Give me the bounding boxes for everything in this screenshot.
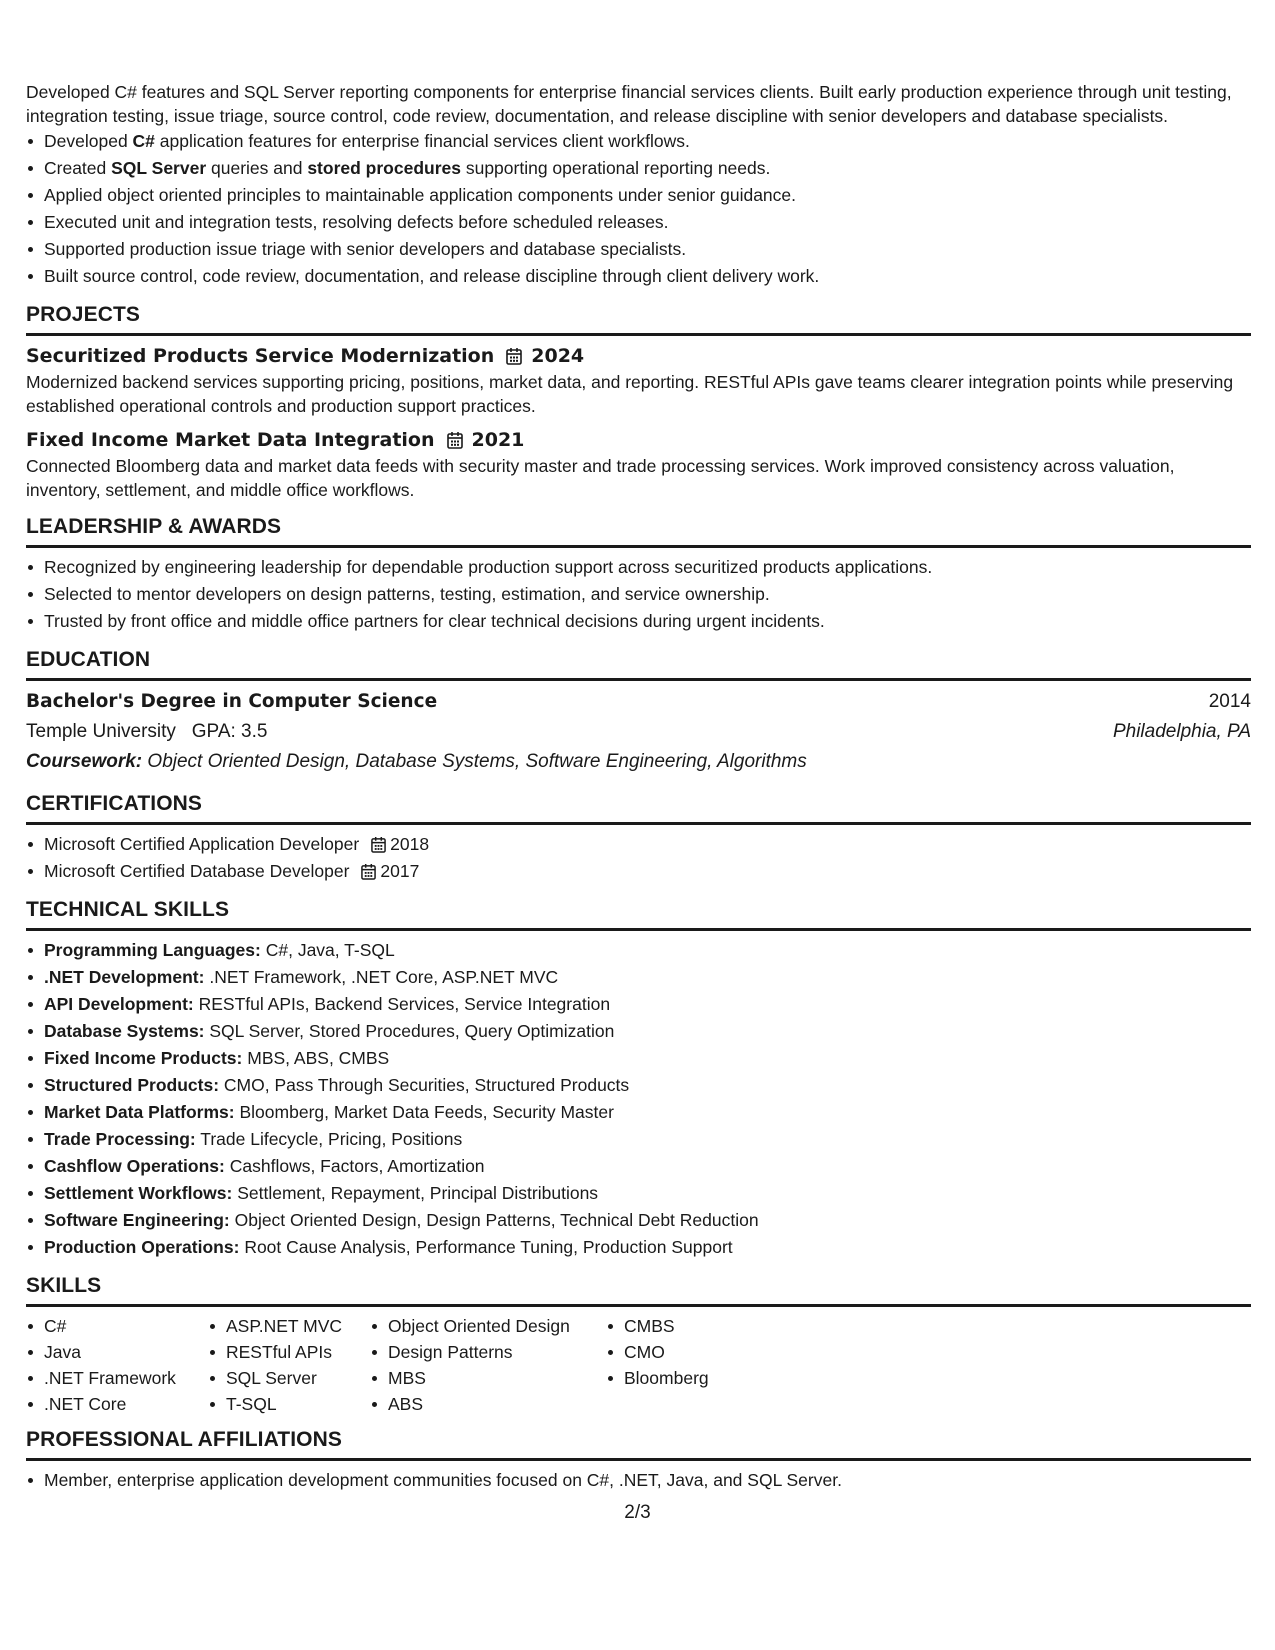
experience-bullet: Applied object oriented principles to maintainable application components under senior guidance. bbox=[26, 182, 1251, 209]
skill-item: Bloomberg bbox=[606, 1365, 766, 1391]
project-name: Securitized Products Service Modernization bbox=[26, 345, 495, 367]
skill-category: Database Systems: SQL Server, Stored Procedures, Query Optimization bbox=[26, 1018, 1251, 1045]
skill-category: Fixed Income Products: MBS, ABS, CMBS bbox=[26, 1045, 1251, 1072]
experience-bullet: Executed unit and integration tests, resolving defects before scheduled releases. bbox=[26, 209, 1251, 236]
skill-item: .NET Framework bbox=[26, 1365, 208, 1391]
skills-column bbox=[26, 1313, 208, 1417]
coursework bbox=[26, 747, 1251, 777]
affiliations-section bbox=[26, 1427, 1251, 1494]
certification-year: 2018 bbox=[390, 834, 430, 854]
page-number: 2/3 bbox=[624, 1502, 651, 1523]
project-description: Connected Bloomberg data and market data feeds with security master and trade processing services. Work improved consistency across valuation, inventory, settlement, and middle office workflows. bbox=[26, 456, 1175, 500]
experience-bullet: Supported production issue triage with senior developers and database specialists. bbox=[26, 236, 1251, 263]
skill-category: Market Data Platforms: Bloomberg, Market Data Feeds, Security Master bbox=[26, 1099, 1251, 1126]
project-year: 2024 bbox=[531, 345, 585, 367]
certification-item: Microsoft Certified Database Developer 2017 bbox=[26, 858, 1251, 885]
skill-item: Object Oriented Design bbox=[370, 1313, 606, 1339]
section-title: LEADERSHIP & AWARDS bbox=[26, 514, 1251, 548]
list-item: Recognized by engineering leadership for dependable production support across securitized products applications. bbox=[26, 554, 1251, 581]
certification-item: Microsoft Certified Application Developer 2018 bbox=[26, 831, 1251, 858]
skills-grid bbox=[26, 1313, 1251, 1417]
section-title: EDUCATION bbox=[26, 647, 1251, 681]
experience-bullet: Built source control, code review, documentation, and release discipline through client delivery work. bbox=[26, 263, 1251, 290]
skill-category: Cashflow Operations: Cashflows, Factors, Amortization bbox=[26, 1153, 1251, 1180]
technical-skills-section bbox=[26, 897, 1251, 1261]
leadership-section bbox=[26, 514, 1251, 635]
technical-skills-list bbox=[26, 937, 1251, 1261]
certification-year: 2017 bbox=[380, 861, 420, 881]
coursework-list: Object Oriented Design, Database Systems, Software Engineering, Algorithms bbox=[147, 751, 807, 772]
skill-item: C# bbox=[26, 1313, 208, 1339]
calendar-icon bbox=[371, 836, 386, 853]
graduation-year: 2014 bbox=[1208, 691, 1251, 712]
projects-section bbox=[26, 302, 1251, 502]
skill-item: ABS bbox=[370, 1391, 606, 1417]
skill-category: Trade Processing: Trade Lifecycle, Pricing, Positions bbox=[26, 1126, 1251, 1153]
project-name: Fixed Income Market Data Integration bbox=[26, 429, 435, 451]
affiliations-list bbox=[26, 1467, 1251, 1494]
certifications-section bbox=[26, 791, 1251, 885]
skill-item: SQL Server bbox=[208, 1365, 370, 1391]
school-location: Philadelphia, PA bbox=[1112, 721, 1251, 742]
list-item: Selected to mentor developers on design patterns, testing, estimation, and service ownership. bbox=[26, 581, 1251, 608]
coursework-label: Coursework: bbox=[26, 751, 143, 772]
skill-category: Settlement Workflows: Settlement, Repayment, Principal Distributions bbox=[26, 1180, 1251, 1207]
section-title: PROFESSIONAL AFFILIATIONS bbox=[26, 1427, 1251, 1461]
project-heading bbox=[26, 342, 1251, 370]
skill-item: Java bbox=[26, 1339, 208, 1365]
skills-column bbox=[606, 1313, 766, 1417]
skills-column bbox=[208, 1313, 370, 1417]
list-item: Trusted by front office and middle office partners for clear technical decisions during urgent incidents. bbox=[26, 608, 1251, 635]
certifications-list bbox=[26, 831, 1251, 885]
experience-summary: Developed C# features and SQL Server reporting components for enterprise financial services clients. Built early production experience through unit testing, integration testing, issue triage, source control, code review, documentation, and release discipline with senior developers and database specialists. bbox=[26, 82, 1232, 126]
skill-item: RESTful APIs bbox=[208, 1339, 370, 1365]
skill-item: Design Patterns bbox=[370, 1339, 606, 1365]
experience-bullet: Created SQL Server queries and stored procedures supporting operational reporting needs. bbox=[26, 155, 1251, 182]
calendar-icon bbox=[447, 431, 463, 449]
section-title: PROJECTS bbox=[26, 302, 1251, 336]
skill-item: CMO bbox=[606, 1339, 766, 1365]
project-year: 2021 bbox=[471, 429, 525, 451]
skill-category: API Development: RESTful APIs, Backend Services, Service Integration bbox=[26, 991, 1251, 1018]
skills-column bbox=[370, 1313, 606, 1417]
school-name: Temple University bbox=[26, 721, 176, 742]
gpa: GPA: 3.5 bbox=[191, 721, 268, 742]
skill-item: ASP.NET MVC bbox=[208, 1313, 370, 1339]
skill-category: .NET Development: .NET Framework, .NET Core, ASP.NET MVC bbox=[26, 964, 1251, 991]
skill-category: Production Operations: Root Cause Analysis, Performance Tuning, Production Support bbox=[26, 1234, 1251, 1261]
section-title: TECHNICAL SKILLS bbox=[26, 897, 1251, 931]
degree: Bachelor's Degree in Computer Science bbox=[26, 691, 438, 712]
skill-category: Structured Products: CMO, Pass Through Securities, Structured Products bbox=[26, 1072, 1251, 1099]
education-degree-row bbox=[26, 687, 1251, 717]
skill-category: Programming Languages: C#, Java, T-SQL bbox=[26, 937, 1251, 964]
section-title: CERTIFICATIONS bbox=[26, 791, 1251, 825]
calendar-icon bbox=[361, 863, 376, 880]
resume-page bbox=[26, 80, 1251, 1494]
project-description: Modernized backend services supporting pricing, positions, market data, and reporting. RESTful APIs gave teams clearer integration points while preserving established operational controls and production support practices. bbox=[26, 372, 1234, 416]
education-section bbox=[26, 647, 1251, 777]
project-heading bbox=[26, 426, 1251, 454]
education-school-row bbox=[26, 717, 1251, 747]
skills-section bbox=[26, 1273, 1251, 1417]
list-item: Member, enterprise application development communities focused on C#, .NET, Java, and SQL Server. bbox=[26, 1467, 1251, 1494]
section-title: SKILLS bbox=[26, 1273, 1251, 1307]
skill-item: T-SQL bbox=[208, 1391, 370, 1417]
skill-item: .NET Core bbox=[26, 1391, 208, 1417]
experience-bullet: Developed C# application features for enterprise financial services client workflows. bbox=[26, 128, 1251, 155]
skill-category: Software Engineering: Object Oriented Design, Design Patterns, Technical Debt Reduction bbox=[26, 1207, 1251, 1234]
experience-bullets bbox=[26, 128, 1251, 290]
skill-item: MBS bbox=[370, 1365, 606, 1391]
skill-item: CMBS bbox=[606, 1313, 766, 1339]
calendar-icon bbox=[506, 347, 522, 365]
leadership-list bbox=[26, 554, 1251, 635]
